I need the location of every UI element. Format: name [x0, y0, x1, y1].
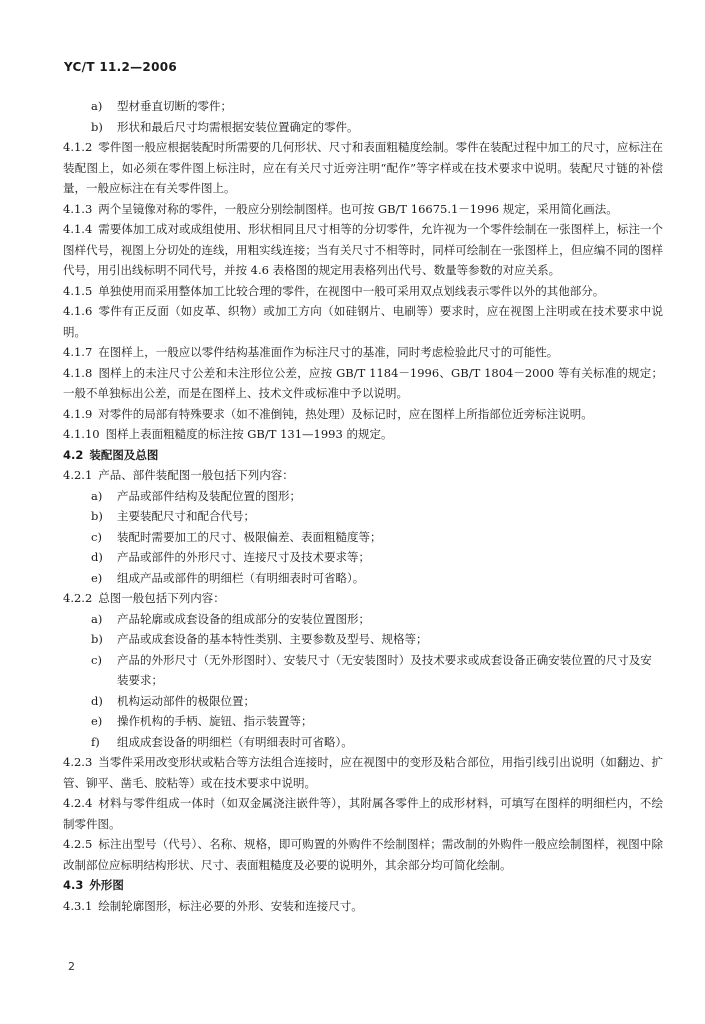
clause-number: 4.1.6 [63, 304, 93, 318]
clause-number: 4.1.3 [63, 201, 93, 216]
list-item-label: f) [91, 734, 100, 749]
clause-4-1-5 [63, 281, 663, 302]
list-item [91, 568, 663, 589]
clause-text: 图样上的未注尺寸公差和未注形位公差，应按 GB/T 1184－1996、GB/T 1804－2000 等有关标准的规定；一般不单独标出公差，而是在图样上、技术文件或标准中予以说明。 [63, 365, 663, 400]
list-item-text: 主要装配尺寸和配合代号； [117, 509, 255, 523]
clause-number: 4.1.10 [63, 427, 100, 441]
clause-4-1-4 [63, 219, 663, 281]
clause-4-1-6 [63, 301, 663, 342]
clause-text: 零件图一般应根据装配时所需要的几何形状、尺寸和表面粗糙度绘制。零件在装配过程中加工的尺寸，应标注在装配图上，如必须在零件图上标注时，应在有关尺寸近旁注明“配作”等字样或在技术要求中说明。装配尺寸链的补偿量，一般应标注在有关零件图上。 [63, 140, 663, 195]
clause-text: 图样上表面粗糙度的标注按 GB/T 131—1993 的规定。 [105, 427, 393, 441]
clause-text: 当零件采用改变形状或粘合等方法组合连接时，应在视图中的变形及粘合部位，用指引线引出说明（如翻边、扩管、铆平、凿毛、胶粘等）或在技术要求中说明。 [63, 755, 663, 790]
list-item-label: b) [91, 632, 103, 646]
list-item-text: 操作机构的手柄、旋钮、指示装置等； [117, 714, 313, 728]
clause-number: 4.2.3 [63, 755, 93, 769]
list-item [91, 650, 663, 691]
list-item-label: b) [91, 119, 103, 134]
clause-text: 在图样上，一般应以零件结构基准面作为标注尺寸的基准，同时考虑检验此尺寸的可能性。 [98, 345, 559, 359]
section-number: 4.3 [63, 878, 84, 892]
list-item [91, 527, 663, 548]
clause-number: 4.2.2 [63, 591, 93, 605]
section-number: 4.2 [63, 447, 84, 462]
section-title: 装配图及总图 [89, 447, 159, 462]
clause-number: 4.2.5 [63, 837, 93, 851]
clause-text: 单独使用而采用整体加工比较合理的零件，在视图中一般可采用双点划线表示零件以外的其他部分。 [98, 283, 605, 298]
list-item [91, 609, 663, 630]
list-item-text: 装配时需要加工的尺寸、极限偏差、表面粗糙度等； [117, 529, 382, 544]
clause-4-3-1 [63, 896, 663, 917]
list-item-label: e) [91, 714, 103, 728]
list-item-label: b) [91, 509, 103, 523]
page-header-doc-id: YC/T 11.2—2006 [64, 60, 178, 74]
document-body [63, 96, 663, 916]
list-item [91, 732, 663, 753]
list-item-text: 产品或部件结构及装配位置的图形； [117, 488, 301, 503]
clause-4-2-2 [63, 588, 663, 609]
clause-number: 4.1.7 [63, 345, 93, 359]
clause-4-1-2 [63, 137, 663, 199]
clause-number: 4.1.8 [63, 365, 93, 380]
clause-text: 标注出型号（代号）、名称、规格，即可购置的外购件不绘制图样；需改制的外购件一般应绘制图样，视图中除改制部位应标明结构形状、尺寸、表面粗糙度及必要的说明外，其余部分均可简化绘制。 [63, 837, 663, 872]
list-item [91, 96, 663, 117]
section-title: 外形图 [89, 878, 124, 892]
clause-number: 4.3.1 [63, 898, 93, 913]
list-item [91, 506, 663, 527]
list-item [91, 547, 663, 568]
list-item-label: e) [91, 570, 103, 585]
clause-text: 零件有正反面（如皮革、织物）或加工方向（如硅钢片、电刷等）要求时，应在视图上注明或在技术要求中说明。 [63, 304, 663, 339]
list-item [91, 711, 663, 732]
list-item [91, 117, 663, 138]
clause-number: 4.1.9 [63, 406, 93, 421]
clause-4-1-8 [63, 363, 663, 404]
clause-4-2-4 [63, 793, 663, 834]
clause-text: 绘制轮廓图形，标注必要的外形、安装和连接尺寸。 [98, 898, 363, 913]
clause-text: 材料与零件组成一体时（如双金属浇注嵌件等），其附属各零件上的成形材料，可填写在图样的明细栏内，不绘制零件图。 [63, 796, 663, 831]
list-item-text: 产品或成套设备的基本特性类别、主要参数及型号、规格等； [117, 632, 428, 646]
list-item-text: 产品的外形尺寸（无外形图时）、安装尺寸（无安装图时）及技术要求或成套设备正确安装位置的尺寸及安装要求； [117, 652, 652, 687]
list-item [91, 691, 663, 712]
list-item-text: 组成产品或部件的明细栏（有明细表时可省略）。 [117, 570, 365, 585]
clause-text: 两个呈镜像对称的零件，一般应分别绘制图样。也可按 GB/T 16675.1－1996 规定，采用简化画法。 [98, 201, 618, 216]
clause-4-1-10 [63, 424, 663, 445]
list-item-label: a) [91, 488, 103, 503]
clause-number: 4.1.4 [63, 222, 93, 236]
list-item-text: 产品或部件的外形尺寸、连接尺寸及技术要求等； [117, 550, 370, 564]
clause-4-2-1 [63, 465, 663, 486]
list-item-label: a) [91, 611, 103, 626]
clause-number: 4.1.2 [63, 140, 93, 154]
list-item-text: 形状和最后尺寸均需根据安装位置确定的零件。 [117, 119, 359, 134]
clause-text: 总图一般包括下列内容： [98, 591, 225, 605]
list-item-label: d) [91, 693, 103, 708]
page-number: 2 [68, 960, 75, 973]
clause-text: 对零件的局部有特殊要求（如不准倒钝，热处理）及标记时，应在图样上所指部位近旁标注说明。 [98, 406, 593, 421]
clause-text: 产品、部件装配图一般包括下列内容： [98, 468, 294, 482]
clause-number: 4.1.5 [63, 283, 93, 298]
list-item-text: 机构运动部件的极限位置； [117, 693, 255, 708]
list-item-text: 产品轮廓或成套设备的组成部分的安装位置图形； [117, 611, 370, 626]
clause-number: 4.2.4 [63, 796, 93, 810]
list-item [91, 629, 663, 650]
list-item-text: 组成成套设备的明细栏（有明细表时可省略）。 [117, 734, 353, 749]
list-item-label: a) [91, 99, 103, 113]
clause-4-1-3 [63, 199, 663, 220]
section-heading-4-3 [63, 875, 663, 896]
list-item-label: d) [91, 550, 103, 564]
list-item-label: c) [91, 529, 102, 544]
clause-4-1-7 [63, 342, 663, 363]
section-heading-4-2 [63, 445, 663, 466]
list-item [91, 486, 663, 507]
list-item-label: c) [91, 652, 102, 667]
clause-text: 需要体加工成对或成组使用、形状相同且尺寸相等的分切零件，允许视为一个零件绘制在一张图样上，标注一个图样代号，视图上分切处的连线，用粗实线连接；当有关尺寸不相等时，同样可绘制在一张图样上，但应编不同的图样代号，用引出线标明不同代号，并按 4.6 表格图的规定用表格列出代号、数量等参数的对应关系。 [63, 222, 663, 277]
clause-4-1-9 [63, 404, 663, 425]
clause-number: 4.2.1 [63, 468, 93, 482]
clause-4-2-3 [63, 752, 663, 793]
list-item-text: 型材垂直切断的零件； [117, 99, 232, 113]
clause-4-2-5 [63, 834, 663, 875]
